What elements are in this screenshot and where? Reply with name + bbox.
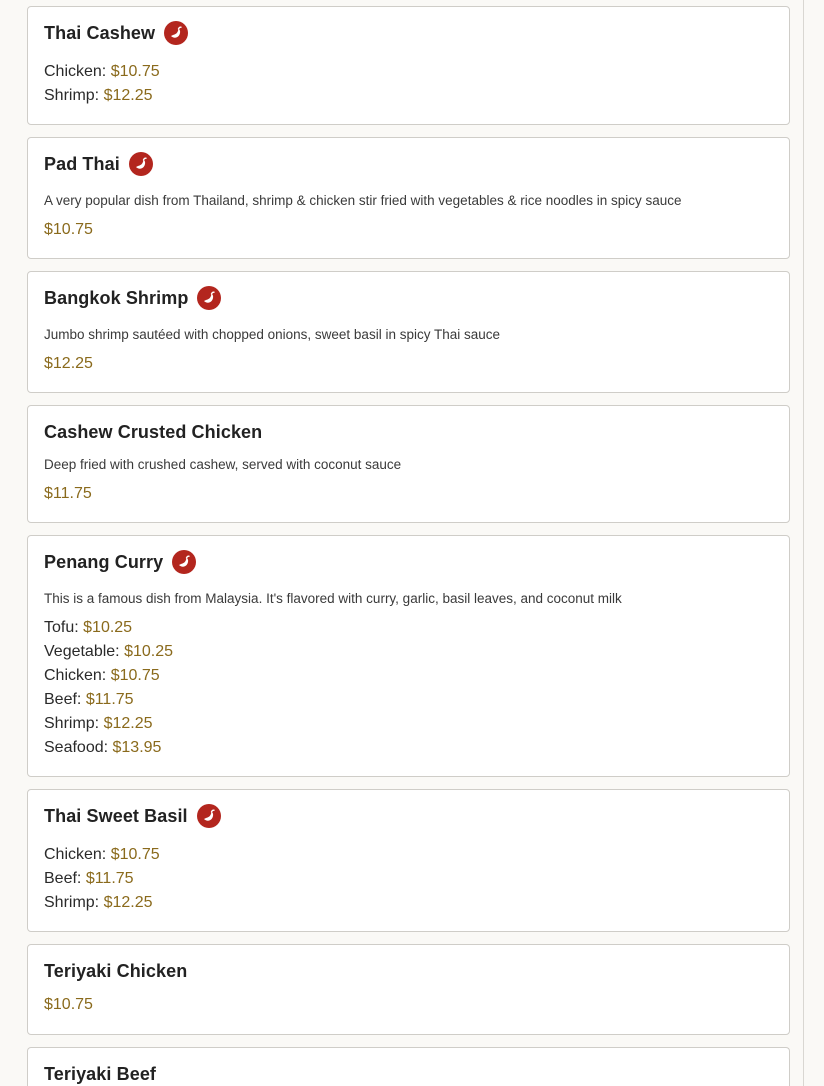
menu-item-header xyxy=(44,422,262,443)
content-divider xyxy=(803,0,804,1086)
price: $12.25 xyxy=(103,894,153,911)
price: $10.25 xyxy=(83,619,133,636)
menu-item-title: Penang Curry xyxy=(44,551,164,572)
menu-item-header xyxy=(44,21,188,45)
price-option: Chicken: $10.75 xyxy=(44,667,160,684)
menu-item-card xyxy=(27,1047,790,1086)
chili-pepper-icon xyxy=(164,21,188,45)
menu-item-card xyxy=(27,789,790,932)
price-line xyxy=(44,996,93,1014)
menu-item-description: A very popular dish from Thailand, shrimp & chicken stir fried with vegetables & rice noodles in spicy sauce xyxy=(44,193,682,208)
menu-item-header xyxy=(44,961,187,982)
price-line xyxy=(44,221,93,239)
menu-item-card xyxy=(27,535,790,777)
price-option: Tofu: $10.25 xyxy=(44,619,133,636)
chili-pepper-icon xyxy=(197,804,221,828)
price: $12.25 xyxy=(103,87,153,104)
price-option: Beef: $11.75 xyxy=(44,870,134,887)
menu-item-description: This is a famous dish from Malaysia. It's flavored with curry, garlic, basil leaves, and coconut milk xyxy=(44,591,622,606)
price: $10.75 xyxy=(110,667,160,684)
chili-pepper-icon xyxy=(197,286,221,310)
menu-item-card xyxy=(27,271,790,393)
chili-pepper-icon xyxy=(172,550,196,574)
price-line xyxy=(44,485,92,503)
menu-item-header xyxy=(44,550,196,574)
price-option: Vegetable: $10.25 xyxy=(44,643,174,660)
price-option: Beef: $11.75 xyxy=(44,691,134,708)
price-option: Shrimp: $12.25 xyxy=(44,894,153,911)
price: $10.75 xyxy=(110,846,160,863)
menu-item-description: Deep fried with crushed cashew, served with coconut sauce xyxy=(44,457,402,472)
price: $10.75 xyxy=(44,221,93,238)
price: $10.75 xyxy=(44,996,93,1013)
price: $10.25 xyxy=(124,643,174,660)
menu-item-card xyxy=(27,944,790,1035)
menu-item-title: Teriyaki Beef xyxy=(44,1064,157,1084)
menu-item-title: Thai Sweet Basil xyxy=(44,805,188,826)
chili-pepper-icon xyxy=(129,152,153,176)
price: $11.75 xyxy=(44,485,92,502)
price: $11.75 xyxy=(85,691,134,708)
menu-item-title: Cashew Crusted Chicken xyxy=(44,422,263,442)
price-option: Chicken: $10.75 xyxy=(44,846,160,863)
price: $11.75 xyxy=(85,870,134,887)
price: $12.25 xyxy=(44,355,93,372)
menu-item-header xyxy=(44,1064,156,1085)
menu-item-card xyxy=(27,6,790,125)
price-option: Seafood: $13.95 xyxy=(44,739,162,756)
menu-item-header xyxy=(44,152,153,176)
menu-item-card xyxy=(27,405,790,523)
menu-item-title: Bangkok Shrimp xyxy=(44,287,189,308)
menu-item-header xyxy=(44,286,221,310)
menu-item-description: Jumbo shrimp sautéed with chopped onions, sweet basil in spicy Thai sauce xyxy=(44,327,501,342)
price-option: Shrimp: $12.25 xyxy=(44,715,153,732)
menu-item-card xyxy=(27,137,790,259)
price-option: Chicken: $10.75 xyxy=(44,63,160,80)
price: $13.95 xyxy=(112,739,162,756)
menu-item-title: Pad Thai xyxy=(44,153,120,174)
menu-item-title: Thai Cashew xyxy=(44,22,156,43)
menu-item-header xyxy=(44,804,221,828)
menu-item-title: Teriyaki Chicken xyxy=(44,961,188,981)
price: $12.25 xyxy=(103,715,153,732)
price-option: Shrimp: $12.25 xyxy=(44,87,153,104)
price-line xyxy=(44,355,93,373)
price: $10.75 xyxy=(110,63,160,80)
